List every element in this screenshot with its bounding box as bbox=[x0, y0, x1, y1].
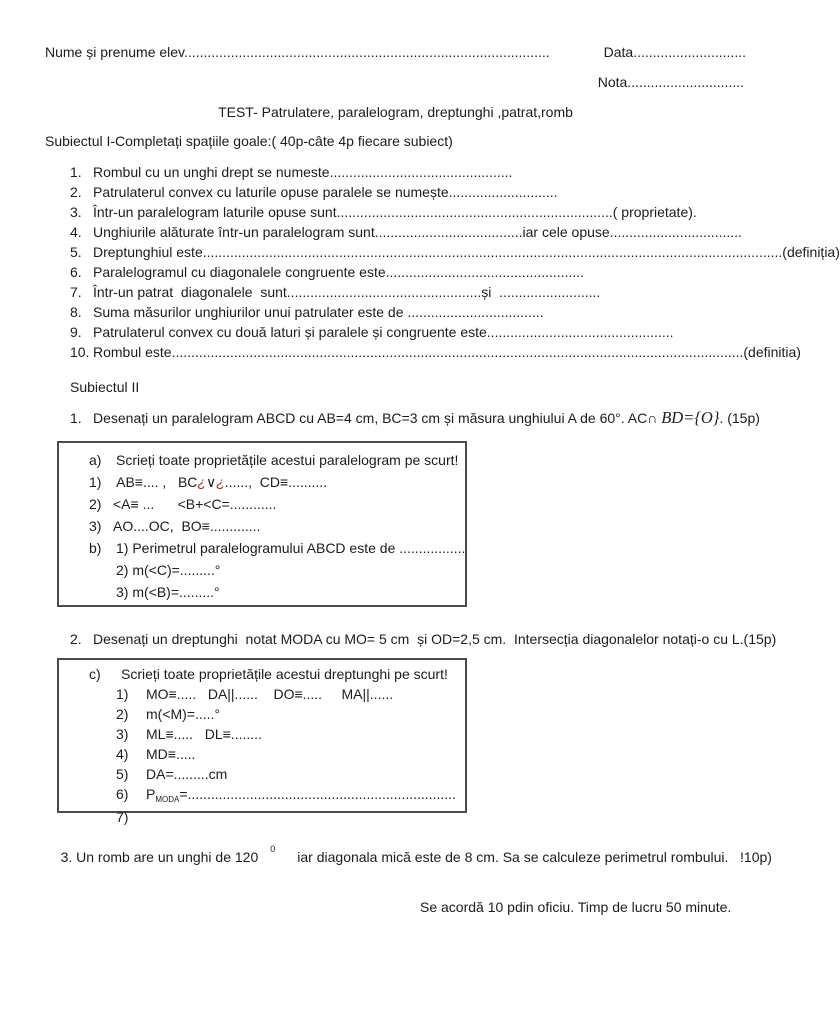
row-label: 5) bbox=[116, 766, 129, 782]
box-row-c bbox=[89, 664, 461, 684]
item-text: Într-un patrat diagonalele sunt..................................................și .......................... bbox=[93, 284, 601, 300]
segment: AB≡.... , BC bbox=[113, 474, 198, 490]
question-1-post: . (15p) bbox=[719, 410, 760, 426]
box-row-1 bbox=[89, 471, 461, 493]
row-text: Scrieți toate proprietățile acestui paralelogram pe scurt! bbox=[116, 452, 459, 468]
item-text: Patrulaterul convex cu două laturi și paralele și congruente este................................................ bbox=[93, 324, 674, 340]
row-text: MD≡..... bbox=[146, 746, 196, 762]
question-text: Desenați un dreptunghi notat MODA cu MO= 5 cm și OD=2,5 cm. Intersecția diagonalelor notați-o cu L.(15p) bbox=[93, 631, 777, 647]
item-text: Într-un paralelogram laturile opuse sunt.......................................................................( proprietate). bbox=[93, 204, 697, 220]
row-label: 6) bbox=[116, 786, 129, 802]
header bbox=[45, 44, 746, 60]
box-row-2 bbox=[116, 704, 461, 724]
row-text bbox=[146, 784, 456, 807]
box-row-3 bbox=[89, 515, 461, 537]
question-text bbox=[93, 408, 760, 428]
box-row-6 bbox=[116, 784, 461, 807]
box-row-2 bbox=[89, 493, 461, 515]
math-expression: BD={O} bbox=[661, 408, 720, 427]
row-label: 3) bbox=[89, 518, 102, 534]
list-item bbox=[70, 262, 746, 282]
grade-row bbox=[45, 74, 746, 90]
box-row-b2 bbox=[116, 559, 461, 581]
item-number: 8. bbox=[70, 304, 82, 320]
grade-field: Nota.............................. bbox=[597, 74, 744, 90]
list-item bbox=[70, 242, 840, 262]
item-text: Unghiurile alăturate într-un paralelogram sunt......................................iar cele opuse.................................. bbox=[93, 224, 742, 240]
item-number: 5. bbox=[70, 244, 82, 260]
row-text: Scrieți toate proprietățile acestui dreptunghi pe scurt! bbox=[121, 666, 448, 682]
row-text: AO....OC, BO≡............. bbox=[113, 518, 261, 534]
subject1-heading: Subiectul I-Completați spațiile goale:( 40p-câte 4p fiecare subiect) bbox=[45, 133, 453, 149]
box-row-b3 bbox=[116, 581, 461, 603]
row-label: 2) bbox=[89, 496, 102, 512]
properties-box-parallelogram bbox=[57, 441, 467, 607]
question-3-pre: 3. Un romb are un unghi de 120 bbox=[60, 849, 259, 865]
properties-box-rectangle bbox=[57, 658, 467, 825]
row-text: <A≡ ... <B+<C=............ bbox=[113, 496, 277, 512]
p-subscript: MODA bbox=[155, 795, 180, 804]
row-label: 1) bbox=[116, 686, 129, 702]
row-label: b) bbox=[89, 540, 102, 556]
box-row-7-clipped bbox=[116, 807, 461, 827]
item-number: 3. bbox=[70, 204, 82, 220]
perimeter-symbol: P bbox=[146, 786, 156, 802]
segment: ......, CD≡.......... bbox=[224, 474, 328, 490]
item-number: 9. bbox=[70, 324, 82, 340]
item-text: Patrulaterul convex cu laturile opuse paralele se numește............................ bbox=[93, 184, 558, 200]
row-text: 3) m(<B)=.........° bbox=[116, 584, 220, 600]
test-title: TEST- Patrulatere, paralelogram, dreptunghi ,patrat,romb bbox=[218, 104, 573, 120]
row-text: MO≡..... DA||...... DO≡..... MA||...... bbox=[146, 686, 394, 702]
item-text: Rombul cu un unghi drept se numeste............................................... bbox=[93, 164, 513, 180]
red-symbol: ¿ bbox=[197, 474, 206, 490]
list-item bbox=[70, 282, 746, 302]
row-text bbox=[113, 471, 327, 493]
question-number: 1. bbox=[70, 410, 82, 426]
question-1 bbox=[70, 408, 760, 428]
list-item bbox=[70, 182, 746, 202]
item-text: Paralelogramul cu diagonalele congruente este................................................... bbox=[93, 264, 585, 280]
row-label: c) bbox=[89, 666, 101, 682]
item-number: 4. bbox=[70, 224, 82, 240]
row-label: a) bbox=[89, 452, 102, 468]
item-number: 10. bbox=[70, 344, 90, 360]
box-row-3 bbox=[116, 724, 461, 744]
list-item bbox=[70, 342, 801, 362]
row-text: DA=.........cm bbox=[146, 766, 228, 782]
segment: =..................................................................... bbox=[179, 786, 456, 802]
box-row-b bbox=[89, 537, 466, 559]
item-number: 1. bbox=[70, 164, 82, 180]
row-text: 1) Perimetrul paralelogramului ABCD este de ................. bbox=[116, 540, 466, 556]
subject1-list bbox=[45, 162, 840, 362]
row-text: 2) m(<C)=.........° bbox=[116, 562, 221, 578]
row-text: ML≡..... DL≡........ bbox=[146, 726, 262, 742]
item-number: 2. bbox=[70, 184, 82, 200]
box-row-4 bbox=[116, 744, 461, 764]
item-text: Rombul este...................................................................................................................................................(definitia) bbox=[93, 344, 801, 360]
or-symbol: ∨ bbox=[205, 474, 217, 490]
item-number: 6. bbox=[70, 264, 82, 280]
row-label: 1) bbox=[89, 474, 102, 490]
box-row-1 bbox=[116, 684, 461, 704]
question-1-pre: Desenați un paralelogram ABCD cu AB=4 cm, BC=3 cm și măsura unghiului A de 60°. AC∩ bbox=[93, 410, 662, 426]
date-field: Data............................. bbox=[603, 44, 746, 60]
list-item bbox=[70, 302, 746, 322]
item-number: 7. bbox=[70, 284, 82, 300]
student-name-field: Nume și prenume elev.............................................................................................. bbox=[45, 44, 550, 60]
row-label: 4) bbox=[116, 746, 129, 762]
row-label: 2) bbox=[116, 706, 129, 722]
list-item bbox=[70, 322, 746, 342]
box-row-a bbox=[89, 449, 461, 471]
list-item bbox=[70, 162, 746, 182]
subject2-heading: Subiectul II bbox=[70, 379, 140, 395]
red-symbol: ¿ bbox=[216, 474, 225, 490]
degree-superscript: 0 bbox=[270, 844, 276, 854]
box-row-5 bbox=[116, 764, 461, 784]
footer-note: Se acordă 10 pdin oficiu. Timp de lucru 50 minute. bbox=[420, 899, 732, 915]
row-text: m(<M)=.....° bbox=[146, 706, 221, 722]
item-text: Suma măsurilor unghiurilor unui patrulater este de ................................... bbox=[93, 304, 544, 320]
question-number: 2. bbox=[70, 631, 82, 647]
question-3-post: iar diagonala mică este de 8 cm. Sa se calculeze perimetrul rombului. !10p) bbox=[297, 849, 772, 865]
list-item bbox=[70, 202, 746, 222]
question-2 bbox=[70, 629, 777, 649]
list-item bbox=[70, 222, 746, 242]
item-text: Dreptunghiul este.....................................................................................................................................................(definiția) bbox=[93, 244, 840, 260]
row-label: 3) bbox=[116, 726, 129, 742]
row-label: 7) bbox=[116, 809, 129, 825]
question-3 bbox=[45, 827, 772, 889]
